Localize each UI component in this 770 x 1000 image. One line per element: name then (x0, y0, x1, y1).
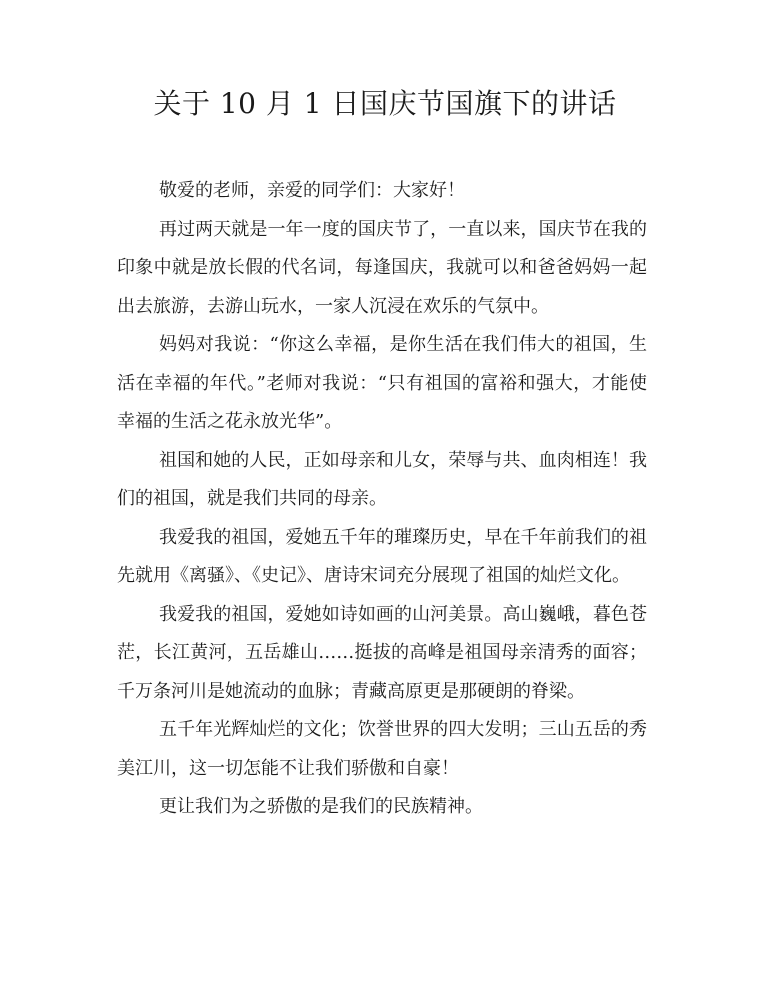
paragraph-national-day: 再过两天就是一年一度的国庆节了，一直以来，国庆节在我的印象中就是放长假的代名词，每逢国庆，我就可以和爸爸妈妈一起出去旅游，去游山玩水，一家人沉浸在欢乐的气氛中。 (117, 218, 647, 317)
paragraph-landscape: 我爱我的祖国，爱她如诗如画的山河美景。高山巍峨，暮色苍茫，长江黄河，五岳雄山……挺拔的高峰是祖国母亲清秀的面容；千万条河川是她流动的血脉；青藏高原更是那硬朗的脊梁。 (117, 603, 647, 702)
document-body (117, 172, 647, 827)
paragraph-history: 我爱我的祖国，爱她五千年的璀璨历史，早在千年前我们的祖先就用《离骚》、《史记》、唐诗宋词充分展现了祖国的灿烂文化。 (117, 526, 647, 586)
paragraph-greeting: 敬爱的老师，亲爱的同学们：大家好！ (159, 180, 465, 201)
paragraph-motherland: 祖国和她的人民，正如母亲和儿女，荣辱与共、血肉相连！我们的祖国，就是我们共同的母亲。 (117, 449, 647, 509)
paragraph-culture: 五千年光辉灿烂的文化；饮誉世界的四大发明；三山五岳的秀美江川，这一切怎能不让我们骄傲和自豪！ (117, 719, 647, 779)
page-title: 关于 10 月 1 日国庆节国旗下的讲话 (153, 87, 617, 120)
paragraph-mother-teacher: 妈妈对我说：“你这么幸福，是你生活在我们伟大的祖国，生活在幸福的年代。”老师对我说：“只有祖国的富裕和强大，才能使幸福的生活之花永放光华”。 (117, 334, 647, 432)
paragraph-spirit: 更让我们为之骄傲的是我们的民族精神。 (159, 796, 483, 817)
